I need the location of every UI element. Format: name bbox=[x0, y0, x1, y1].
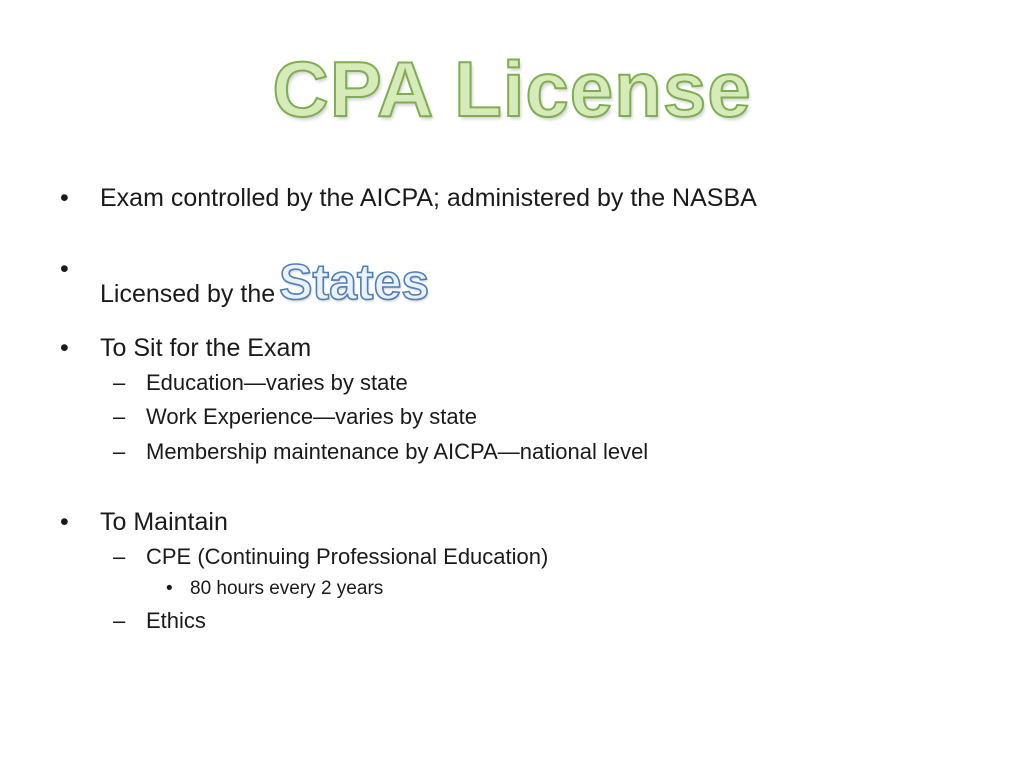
subitem-education: Education—varies by state bbox=[146, 370, 408, 395]
states-emphasis: States bbox=[279, 254, 430, 310]
bullet-licensed-by bbox=[100, 254, 430, 310]
bullet-marker: • bbox=[60, 255, 69, 283]
dash-marker: – bbox=[113, 544, 126, 569]
bullet-exam-control: Exam controlled by the AICPA; administered by the NASBA bbox=[100, 184, 757, 212]
bullet-to-maintain: To Maintain bbox=[100, 508, 228, 536]
subitem-cpe: CPE (Continuing Professional Education) bbox=[146, 544, 549, 569]
bullet-marker-small: • bbox=[166, 578, 173, 599]
dash-marker: – bbox=[113, 370, 126, 395]
dash-marker: – bbox=[113, 608, 126, 633]
dash-marker: – bbox=[113, 439, 126, 464]
subitem-work-experience: Work Experience—varies by state bbox=[146, 404, 477, 429]
dash-marker: – bbox=[113, 404, 126, 429]
subitem-cpe-hours: 80 hours every 2 years bbox=[190, 578, 384, 599]
slide-title: CPA License bbox=[272, 45, 752, 133]
subitem-ethics: Ethics bbox=[146, 608, 206, 633]
bullet-licensed-by-text: Licensed by the bbox=[100, 280, 276, 308]
bullet-sit-for-exam: To Sit for the Exam bbox=[100, 334, 312, 362]
bullet-marker: • bbox=[60, 508, 69, 536]
bullet-marker: • bbox=[60, 334, 69, 362]
subitem-membership: Membership maintenance by AICPA—national level bbox=[146, 439, 649, 464]
bullet-marker: • bbox=[60, 184, 69, 212]
